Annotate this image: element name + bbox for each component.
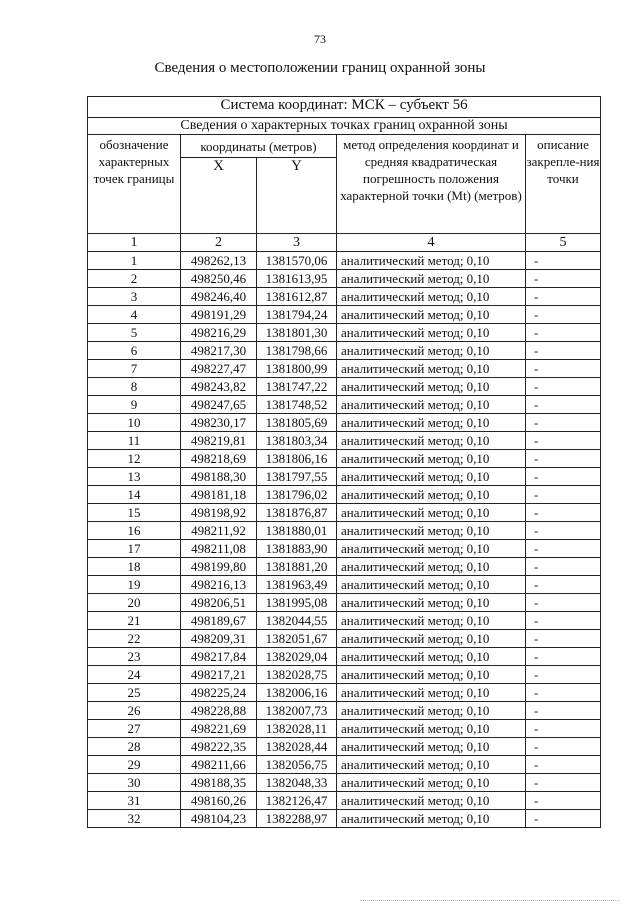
description-cell: - xyxy=(526,810,601,828)
point-number-cell: 10 xyxy=(88,414,181,432)
x-coordinate-cell: 498191,29 xyxy=(181,306,257,324)
x-coordinate-cell: 498243,82 xyxy=(181,378,257,396)
description-cell: - xyxy=(526,432,601,450)
y-coordinate-cell: 1381747,22 xyxy=(257,378,337,396)
table-row xyxy=(88,342,601,360)
description-cell: - xyxy=(526,594,601,612)
y-coordinate-cell: 1381801,30 xyxy=(257,324,337,342)
x-coordinate-cell: 498104,23 xyxy=(181,810,257,828)
description-cell: - xyxy=(526,756,601,774)
description-cell: - xyxy=(526,522,601,540)
point-number-cell: 9 xyxy=(88,396,181,414)
point-number-cell: 13 xyxy=(88,468,181,486)
y-coordinate-cell: 1381881,20 xyxy=(257,558,337,576)
point-number-cell: 24 xyxy=(88,666,181,684)
x-coordinate-cell: 498181,18 xyxy=(181,486,257,504)
x-coordinate-cell: 498217,84 xyxy=(181,648,257,666)
table-row xyxy=(88,648,601,666)
method-cell: аналитический метод; 0,10 xyxy=(337,342,526,360)
x-coordinate-cell: 498247,65 xyxy=(181,396,257,414)
point-number-cell: 2 xyxy=(88,270,181,288)
table-row xyxy=(88,684,601,702)
description-cell: - xyxy=(526,306,601,324)
x-coordinate-cell: 498199,80 xyxy=(181,558,257,576)
x-coordinate-cell: 498246,40 xyxy=(181,288,257,306)
description-cell: - xyxy=(526,468,601,486)
y-coordinate-cell: 1381613,95 xyxy=(257,270,337,288)
description-cell: - xyxy=(526,702,601,720)
description-cell: - xyxy=(526,630,601,648)
column-number: 3 xyxy=(257,234,337,252)
table-row xyxy=(88,576,601,594)
method-cell: аналитический метод; 0,10 xyxy=(337,432,526,450)
column-number: 1 xyxy=(88,234,181,252)
point-number-cell: 16 xyxy=(88,522,181,540)
point-number-cell: 21 xyxy=(88,612,181,630)
description-cell: - xyxy=(526,288,601,306)
y-coordinate-cell: 1382006,16 xyxy=(257,684,337,702)
table-row xyxy=(88,396,601,414)
x-coordinate-cell: 498217,21 xyxy=(181,666,257,684)
x-coordinate-cell: 498211,08 xyxy=(181,540,257,558)
point-number-cell: 1 xyxy=(88,252,181,270)
coordinates-table xyxy=(87,96,601,828)
y-coordinate-cell: 1381995,08 xyxy=(257,594,337,612)
description-cell: - xyxy=(526,792,601,810)
y-coordinate-cell: 1382044,55 xyxy=(257,612,337,630)
method-cell: аналитический метод; 0,10 xyxy=(337,558,526,576)
point-number-cell: 3 xyxy=(88,288,181,306)
point-number-cell: 8 xyxy=(88,378,181,396)
point-number-cell: 32 xyxy=(88,810,181,828)
method-cell: аналитический метод; 0,10 xyxy=(337,576,526,594)
y-coordinate-cell: 1382029,04 xyxy=(257,648,337,666)
x-coordinate-cell: 498228,88 xyxy=(181,702,257,720)
table-row xyxy=(88,540,601,558)
x-coordinate-cell: 498188,35 xyxy=(181,774,257,792)
y-coordinate-cell: 1381570,06 xyxy=(257,252,337,270)
point-number-cell: 17 xyxy=(88,540,181,558)
description-cell: - xyxy=(526,270,601,288)
x-coordinate-cell: 498211,66 xyxy=(181,756,257,774)
table-row xyxy=(88,468,601,486)
method-cell: аналитический метод; 0,10 xyxy=(337,450,526,468)
point-number-cell: 29 xyxy=(88,756,181,774)
column-header-coordinates: координаты (метров) xyxy=(181,135,337,158)
description-cell: - xyxy=(526,252,601,270)
table-row xyxy=(88,360,601,378)
method-cell: аналитический метод; 0,10 xyxy=(337,414,526,432)
x-coordinate-cell: 498206,51 xyxy=(181,594,257,612)
description-cell: - xyxy=(526,396,601,414)
y-coordinate-cell: 1382056,75 xyxy=(257,756,337,774)
y-coordinate-cell: 1381794,24 xyxy=(257,306,337,324)
x-coordinate-cell: 498219,81 xyxy=(181,432,257,450)
table-row xyxy=(88,270,601,288)
x-coordinate-cell: 498218,69 xyxy=(181,450,257,468)
table-row xyxy=(88,720,601,738)
y-coordinate-cell: 1381806,16 xyxy=(257,450,337,468)
table-row xyxy=(88,612,601,630)
y-coordinate-cell: 1381883,90 xyxy=(257,540,337,558)
x-coordinate-cell: 498211,92 xyxy=(181,522,257,540)
y-coordinate-cell: 1381880,01 xyxy=(257,522,337,540)
point-number-cell: 31 xyxy=(88,792,181,810)
method-cell: аналитический метод; 0,10 xyxy=(337,810,526,828)
y-coordinate-cell: 1382288,97 xyxy=(257,810,337,828)
table-row xyxy=(88,630,601,648)
table-row xyxy=(88,504,601,522)
table-row xyxy=(88,774,601,792)
y-coordinate-cell: 1381805,69 xyxy=(257,414,337,432)
x-coordinate-cell: 498216,29 xyxy=(181,324,257,342)
description-cell: - xyxy=(526,576,601,594)
point-number-cell: 7 xyxy=(88,360,181,378)
table-row xyxy=(88,666,601,684)
table-row xyxy=(88,378,601,396)
method-cell: аналитический метод; 0,10 xyxy=(337,360,526,378)
y-coordinate-cell: 1381798,66 xyxy=(257,342,337,360)
column-number: 5 xyxy=(526,234,601,252)
description-cell: - xyxy=(526,720,601,738)
table-row xyxy=(88,594,601,612)
table-row xyxy=(88,252,601,270)
column-header-y: Y xyxy=(257,158,337,234)
table-row xyxy=(88,756,601,774)
method-cell: аналитический метод; 0,10 xyxy=(337,666,526,684)
document-title: Сведения о местоположении границ охранной зоны xyxy=(154,60,486,76)
point-number-cell: 14 xyxy=(88,486,181,504)
method-cell: аналитический метод; 0,10 xyxy=(337,540,526,558)
method-cell: аналитический метод; 0,10 xyxy=(337,702,526,720)
y-coordinate-cell: 1382048,33 xyxy=(257,774,337,792)
method-cell: аналитический метод; 0,10 xyxy=(337,684,526,702)
column-header-x: X xyxy=(181,158,257,234)
method-cell: аналитический метод; 0,10 xyxy=(337,522,526,540)
method-cell: аналитический метод; 0,10 xyxy=(337,378,526,396)
y-coordinate-cell: 1382051,67 xyxy=(257,630,337,648)
method-cell: аналитический метод; 0,10 xyxy=(337,756,526,774)
point-number-cell: 5 xyxy=(88,324,181,342)
y-coordinate-cell: 1381748,52 xyxy=(257,396,337,414)
method-cell: аналитический метод; 0,10 xyxy=(337,396,526,414)
table-row xyxy=(88,288,601,306)
coordinate-system-header: Система координат: МСК – субъект 56 xyxy=(88,97,601,118)
point-number-cell: 12 xyxy=(88,450,181,468)
y-coordinate-cell: 1381800,99 xyxy=(257,360,337,378)
column-number: 4 xyxy=(337,234,526,252)
description-cell: - xyxy=(526,504,601,522)
point-number-cell: 22 xyxy=(88,630,181,648)
table-row xyxy=(88,324,601,342)
description-cell: - xyxy=(526,666,601,684)
y-coordinate-cell: 1381797,55 xyxy=(257,468,337,486)
method-cell: аналитический метод; 0,10 xyxy=(337,720,526,738)
point-number-cell: 6 xyxy=(88,342,181,360)
x-coordinate-cell: 498209,31 xyxy=(181,630,257,648)
point-number-cell: 23 xyxy=(88,648,181,666)
point-number-cell: 30 xyxy=(88,774,181,792)
method-cell: аналитический метод; 0,10 xyxy=(337,486,526,504)
point-number-cell: 28 xyxy=(88,738,181,756)
column-numbering-row xyxy=(88,234,601,252)
y-coordinate-cell: 1381612,87 xyxy=(257,288,337,306)
description-cell: - xyxy=(526,558,601,576)
page-number: 73 xyxy=(314,32,326,46)
method-cell: аналитический метод; 0,10 xyxy=(337,468,526,486)
x-coordinate-cell: 498217,30 xyxy=(181,342,257,360)
x-coordinate-cell: 498250,46 xyxy=(181,270,257,288)
description-cell: - xyxy=(526,612,601,630)
table-row xyxy=(88,450,601,468)
point-number-cell: 20 xyxy=(88,594,181,612)
table-row xyxy=(88,414,601,432)
x-coordinate-cell: 498230,17 xyxy=(181,414,257,432)
x-coordinate-cell: 498189,67 xyxy=(181,612,257,630)
y-coordinate-cell: 1382028,75 xyxy=(257,666,337,684)
method-cell: аналитический метод; 0,10 xyxy=(337,324,526,342)
method-cell: аналитический метод; 0,10 xyxy=(337,792,526,810)
x-coordinate-cell: 498262,13 xyxy=(181,252,257,270)
point-number-cell: 26 xyxy=(88,702,181,720)
points-table-body xyxy=(88,252,601,828)
y-coordinate-cell: 1381796,02 xyxy=(257,486,337,504)
method-cell: аналитический метод; 0,10 xyxy=(337,738,526,756)
y-coordinate-cell: 1381963,49 xyxy=(257,576,337,594)
point-number-cell: 19 xyxy=(88,576,181,594)
table-row xyxy=(88,702,601,720)
table-row xyxy=(88,810,601,828)
x-coordinate-cell: 498227,47 xyxy=(181,360,257,378)
method-cell: аналитический метод; 0,10 xyxy=(337,612,526,630)
x-coordinate-cell: 498216,13 xyxy=(181,576,257,594)
x-coordinate-cell: 498160,26 xyxy=(181,792,257,810)
method-cell: аналитический метод; 0,10 xyxy=(337,288,526,306)
table-row xyxy=(88,522,601,540)
x-coordinate-cell: 498225,24 xyxy=(181,684,257,702)
y-coordinate-cell: 1382126,47 xyxy=(257,792,337,810)
point-number-cell: 27 xyxy=(88,720,181,738)
point-number-cell: 15 xyxy=(88,504,181,522)
description-cell: - xyxy=(526,324,601,342)
method-cell: аналитический метод; 0,10 xyxy=(337,252,526,270)
x-coordinate-cell: 498221,69 xyxy=(181,720,257,738)
method-cell: аналитический метод; 0,10 xyxy=(337,270,526,288)
point-number-cell: 18 xyxy=(88,558,181,576)
description-cell: - xyxy=(526,414,601,432)
table-row xyxy=(88,306,601,324)
column-header-point: обозначение характерных точек границы xyxy=(88,135,181,234)
column-header-method: метод определения координат и средняя квадратическая погрешность положения характерной точки (Mt) (метров) xyxy=(337,135,526,234)
column-header-description: описание закрепле-ния точки xyxy=(526,135,601,234)
method-cell: аналитический метод; 0,10 xyxy=(337,306,526,324)
y-coordinate-cell: 1382028,44 xyxy=(257,738,337,756)
y-coordinate-cell: 1381876,87 xyxy=(257,504,337,522)
method-cell: аналитический метод; 0,10 xyxy=(337,648,526,666)
table-row xyxy=(88,738,601,756)
description-cell: - xyxy=(526,360,601,378)
description-cell: - xyxy=(526,486,601,504)
description-cell: - xyxy=(526,738,601,756)
y-coordinate-cell: 1382007,73 xyxy=(257,702,337,720)
description-cell: - xyxy=(526,648,601,666)
column-number: 2 xyxy=(181,234,257,252)
x-coordinate-cell: 498198,92 xyxy=(181,504,257,522)
description-cell: - xyxy=(526,684,601,702)
x-coordinate-cell: 498188,30 xyxy=(181,468,257,486)
description-cell: - xyxy=(526,774,601,792)
y-coordinate-cell: 1381803,34 xyxy=(257,432,337,450)
table-row xyxy=(88,792,601,810)
method-cell: аналитический метод; 0,10 xyxy=(337,594,526,612)
x-coordinate-cell: 498222,35 xyxy=(181,738,257,756)
description-cell: - xyxy=(526,540,601,558)
boundary-points-header: Сведения о характерных точках границ охранной зоны xyxy=(88,118,601,135)
description-cell: - xyxy=(526,342,601,360)
page-edge-artifact xyxy=(360,900,620,903)
method-cell: аналитический метод; 0,10 xyxy=(337,630,526,648)
method-cell: аналитический метод; 0,10 xyxy=(337,774,526,792)
description-cell: - xyxy=(526,378,601,396)
table-row xyxy=(88,432,601,450)
table-row xyxy=(88,558,601,576)
point-number-cell: 25 xyxy=(88,684,181,702)
table-row xyxy=(88,486,601,504)
method-cell: аналитический метод; 0,10 xyxy=(337,504,526,522)
y-coordinate-cell: 1382028,11 xyxy=(257,720,337,738)
description-cell: - xyxy=(526,450,601,468)
point-number-cell: 11 xyxy=(88,432,181,450)
point-number-cell: 4 xyxy=(88,306,181,324)
